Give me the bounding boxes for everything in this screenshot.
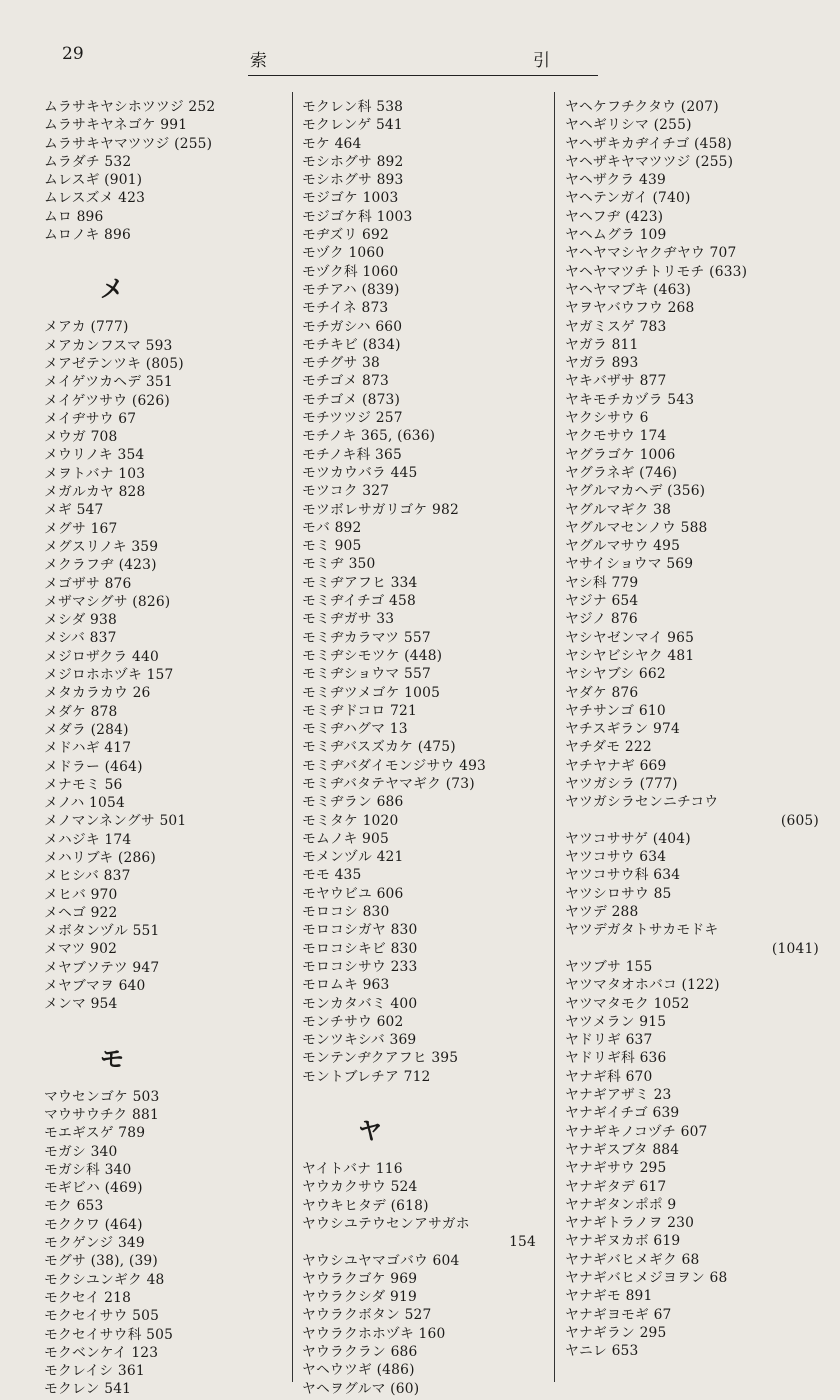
column-divider-1 <box>292 92 293 1382</box>
index-entry: メウガ 708 <box>44 429 118 446</box>
index-entry: ヤグラゴケ 1006 <box>565 446 676 463</box>
index-entry: モチガシハ 660 <box>302 318 403 335</box>
index-entry: モエギスゲ 789 <box>44 1125 146 1142</box>
index-entry: メアゼテンツキ (805) <box>44 355 184 372</box>
index-entry: ヤチダモ 222 <box>565 739 652 756</box>
index-entry: ヤドリギ 637 <box>565 1032 653 1049</box>
index-entry: メギ 547 <box>44 502 104 519</box>
section-spacer <box>44 244 289 260</box>
index-entry: ヤチヤナギ 669 <box>565 757 667 774</box>
header-title-right: 引 <box>533 51 550 71</box>
index-entry: ムラサキヤマツツジ (255) <box>44 135 213 152</box>
index-entry: ムロ 896 <box>44 208 104 225</box>
index-entry: モミヂドコロ 721 <box>302 702 417 719</box>
index-entry: モヂズリ 692 <box>302 227 389 244</box>
index-entry: ヤナギバヒメギク 68 <box>565 1251 700 1268</box>
index-entry: メイゲツサウ (626) <box>44 392 170 409</box>
index-entry: ヤウキヒタデ (618) <box>302 1197 429 1214</box>
index-entry: メアカンフスマ 593 <box>44 337 173 354</box>
index-entry: ヤナギサウ 295 <box>565 1160 667 1177</box>
index-entry: モバ 892 <box>302 519 362 536</box>
index-entry: ヤツマタオホバコ (122) <box>565 977 720 994</box>
index-entry: ヤナギヨモギ 67 <box>565 1306 672 1323</box>
index-entry: ヤシ科 779 <box>565 574 639 591</box>
index-entry: モクシユンギク 48 <box>44 1271 165 1288</box>
index-entry: ヤツコサウ科 634 <box>565 867 681 884</box>
index-entry: モツコク 327 <box>302 483 390 500</box>
index-entry: ヤシヤビシヤク 481 <box>565 647 695 664</box>
index-entry: メヤブマヲ 640 <box>44 978 146 995</box>
index-entry: メハリブキ (286) <box>44 849 156 866</box>
index-entry: ヤナギヌカボ 619 <box>565 1233 681 1250</box>
index-entry: モツカウバラ 445 <box>302 464 418 481</box>
index-entry: ヤヘザキヤマツツジ (255) <box>565 153 734 170</box>
index-entry-continuation: (1041) <box>771 940 819 957</box>
index-entry: モムノキ 905 <box>302 830 389 847</box>
index-entry: モクゲンジ 349 <box>44 1235 145 1252</box>
index-entry: ヤジノ 876 <box>565 611 638 628</box>
index-entry: ヤグラネギ (746) <box>565 464 678 481</box>
index-entry: ヤクモサウ 174 <box>565 428 667 445</box>
index-entry: モククワ (464) <box>44 1216 143 1233</box>
index-entry: モクレン 541 <box>44 1381 132 1398</box>
index-entry: モンチサウ 602 <box>302 1013 404 1030</box>
index-entry: モミヂラン 686 <box>302 794 404 811</box>
index-entry: メヘゴ 922 <box>44 904 118 921</box>
index-entry: ヤヘウツギ (486) <box>302 1362 415 1379</box>
index-entry: モジゴケ 1003 <box>302 190 399 207</box>
index-entry: ヤヘヤマツチトリモチ (633) <box>565 263 748 280</box>
index-entry: モク 653 <box>44 1198 104 1215</box>
index-entry: ヤジナ 654 <box>565 593 639 610</box>
index-entry: モミヂ 350 <box>302 556 376 573</box>
index-entry: メナモミ 56 <box>44 776 123 793</box>
index-entry: モチゴメ (873) <box>302 391 401 408</box>
index-entry: ヤウラクゴケ 969 <box>302 1270 418 1287</box>
index-entry: ヤヲヤバウフウ 268 <box>565 300 695 317</box>
index-entry: モギビハ (469) <box>44 1180 143 1197</box>
index-entry: モクレンゲ 541 <box>302 117 403 134</box>
index-entry: ヤウラクラン 686 <box>302 1344 418 1360</box>
index-entry: モチイネ 873 <box>302 300 389 317</box>
index-entry: モンカタバミ 400 <box>302 995 418 1012</box>
index-entry: ヤシヤゼンマイ 965 <box>565 629 695 646</box>
index-entry: モチツツジ 257 <box>302 410 403 427</box>
index-entry: モミヂバダイモンジサウ 493 <box>302 757 487 774</box>
index-entry: ヤキバザサ 877 <box>565 373 667 390</box>
index-entry: ヤナギアザミ 23 <box>565 1087 672 1104</box>
index-entry-continuation: (605) <box>780 812 819 829</box>
index-entry-continuation: 154 <box>509 1234 536 1251</box>
index-entry: ヤツガシラ (777) <box>565 775 678 792</box>
index-entry: ヤツコササゲ (404) <box>565 830 691 847</box>
index-entry: ヤヘケフチクタウ (207) <box>565 99 719 115</box>
index-entry: メシダ 938 <box>44 612 117 629</box>
index-entry: ヤヘムグラ 109 <box>565 227 667 244</box>
index-entry: モミヂイチゴ 458 <box>302 593 416 610</box>
index-entry: モチグサ 38 <box>302 355 380 372</box>
index-entry: モヤウビユ 606 <box>302 885 404 902</box>
section-heading: ヤ <box>358 1116 382 1146</box>
index-entry: モロムキ 963 <box>302 977 390 994</box>
index-entry: ムラサキヤシホツツジ 252 <box>44 99 216 115</box>
index-entry: ヤヘギリシマ (255) <box>565 117 692 134</box>
index-entry: モチゴメ 873 <box>302 373 389 390</box>
index-entry: モミヂカラマツ 557 <box>302 629 431 646</box>
index-entry: モガシ 340 <box>44 1143 118 1160</box>
index-entry: モントブレチア 712 <box>302 1068 431 1085</box>
index-entry: メヲトバナ 103 <box>44 465 146 482</box>
index-entry: モメンヅル 421 <box>302 849 404 866</box>
index-entry: メジロホホヅキ 157 <box>44 667 174 684</box>
index-entry: ヤウラクホホヅキ 160 <box>302 1325 446 1342</box>
index-entry: モグサ (38), (39) <box>44 1253 158 1270</box>
index-entry: ヤチスギラン 974 <box>565 721 680 738</box>
index-entry: メンマ 954 <box>44 996 118 1013</box>
index-entry: モチキビ (834) <box>302 336 401 353</box>
index-entry: モンツキシバ 369 <box>302 1032 417 1049</box>
index-entry: ヤツガシラセンニチコウ <box>565 794 719 811</box>
index-entry: メゴザサ 876 <box>44 575 132 592</box>
index-entry: ヤウシユテウセンアサガホ <box>302 1215 470 1232</box>
index-entry: メシバ 837 <box>44 630 117 647</box>
index-entry: メタカラカウ 26 <box>44 685 151 702</box>
index-entry: ヤナギラン 295 <box>565 1324 667 1341</box>
index-entry: モミヂバタテヤマギク (73) <box>302 775 475 792</box>
index-entry: モチノキ科 365 <box>302 446 402 463</box>
section-spacer <box>44 1014 289 1030</box>
index-entry: モミヂガサ 33 <box>302 611 395 628</box>
index-entry: ヤウシユヤマゴバウ 604 <box>302 1252 460 1269</box>
index-entry: ヤヘザキカヂイチゴ (458) <box>565 135 733 152</box>
index-entry: ヤヘヲグルマ (60) <box>302 1380 420 1397</box>
index-entry: ヤナギスブタ 884 <box>565 1141 680 1158</box>
index-entry: モケ 464 <box>302 135 362 152</box>
index-entry: メダラ (284) <box>44 721 129 738</box>
index-entry: ヤダケ 876 <box>565 684 639 701</box>
index-entry: モチノキ 365, (636) <box>302 428 436 445</box>
index-entry: ヤツデ 288 <box>565 904 639 921</box>
index-entry: メグサ 167 <box>44 520 118 537</box>
index-entry: モミヂショウマ 557 <box>302 666 431 683</box>
index-entry: メハジキ 174 <box>44 831 132 848</box>
index-entry: ヤヘテンガイ (740) <box>565 190 691 207</box>
index-column-2 <box>302 98 554 1398</box>
index-entry: モシホグサ 893 <box>302 172 404 189</box>
index-entry: ヤドリギ科 636 <box>565 1050 667 1067</box>
index-entry: メダケ 878 <box>44 703 118 720</box>
index-entry: ヤグルマサウ 495 <box>565 538 681 555</box>
index-entry: メイヂサウ 67 <box>44 410 137 427</box>
index-entry: モミヂバスズカケ (475) <box>302 739 456 756</box>
index-entry: メボタンヅル 551 <box>44 923 160 940</box>
index-entry: ヤナギタンポポ 9 <box>565 1196 677 1213</box>
index-entry: ヤガラ 811 <box>565 336 639 353</box>
index-entry: ヤガミスゲ 783 <box>565 318 667 335</box>
index-entry: モモ 435 <box>302 867 362 884</box>
index-entry: ヤウラクボタン 527 <box>302 1307 432 1324</box>
index-entry: ヤナギ科 670 <box>565 1068 653 1085</box>
index-entry: ヤツシロサウ 85 <box>565 885 672 902</box>
index-entry: モジゴケ科 1003 <box>302 208 413 225</box>
index-entry: ヤサイショウマ 569 <box>565 556 694 573</box>
index-entry: ヤナギイチゴ 639 <box>565 1105 680 1122</box>
index-entry: モチアハ (839) <box>302 281 400 298</box>
index-entry: メクラフヂ (423) <box>44 557 157 574</box>
section-spacer <box>302 1086 554 1102</box>
index-entry: ヤヘヤマシヤクヂヤウ 707 <box>565 245 737 262</box>
index-entry: ヤツブサ 155 <box>565 958 653 975</box>
index-entry: ヤチサンゴ 610 <box>565 702 666 719</box>
index-entry: モミヂツメゴケ 1005 <box>302 684 441 701</box>
index-entry: メヒバ 970 <box>44 886 118 903</box>
index-entry: ヤニレ 653 <box>565 1343 639 1360</box>
index-entry: メドラー (464) <box>44 758 143 775</box>
index-entry: メイゲツカヘデ 351 <box>44 374 173 391</box>
index-entry: ヤガラ 893 <box>565 355 639 372</box>
index-entry: ヤナギモ 891 <box>565 1288 653 1305</box>
index-entry: メウリノキ 354 <box>44 447 145 464</box>
index-entry: モツボレサガリゴケ 982 <box>302 501 459 518</box>
index-entry: メノハ 1054 <box>44 795 125 812</box>
index-entry: ムレスズメ 423 <box>44 190 146 207</box>
index-entry: モロコシキビ 830 <box>302 940 418 957</box>
index-entry: モミヂアフヒ 334 <box>302 574 418 591</box>
index-entry: ヤグルマギク 38 <box>565 501 672 518</box>
index-entry: モクレン科 538 <box>302 99 404 115</box>
index-entry: モロコシガヤ 830 <box>302 922 418 939</box>
index-entry: モクセイ 218 <box>44 1289 132 1306</box>
index-entry: メグスリノキ 359 <box>44 538 159 555</box>
section-heading: モ <box>100 1043 124 1073</box>
index-entry: ムラサキヤネゴケ 991 <box>44 117 188 134</box>
index-entry: ヤグルマセンノウ 588 <box>565 519 708 536</box>
index-entry: モヅク 1060 <box>302 245 385 262</box>
index-entry: メノマンネングサ 501 <box>44 813 187 830</box>
index-entry: マウサウチク 881 <box>44 1106 159 1123</box>
index-entry: ヤヘフヂ (423) <box>565 208 664 225</box>
index-entry: メジロザクラ 440 <box>44 648 159 665</box>
index-entry: モミヂハグマ 13 <box>302 721 408 738</box>
index-entry: ヤヘザクラ 439 <box>565 172 666 189</box>
index-entry: ヤイトバナ 116 <box>302 1161 403 1178</box>
index-entry: ムレスギ (901) <box>44 172 143 189</box>
index-entry: ヤツデガタトサカモドキ <box>565 922 719 939</box>
index-entry: メガルカヤ 828 <box>44 484 146 501</box>
index-entry: メザマシグサ (826) <box>44 593 171 610</box>
page-number: 29 <box>62 44 84 64</box>
index-entry: モロコシ 830 <box>302 904 390 921</box>
index-entry: メマツ 902 <box>44 941 118 958</box>
index-entry: ヤナギキノコヅチ 607 <box>565 1123 708 1140</box>
index-entry: ヤヘヤマブキ (463) <box>565 281 692 298</box>
index-entry: ヤツコサウ 634 <box>565 849 667 866</box>
index-entry: モクレイシ 361 <box>44 1363 145 1380</box>
index-entry: メヒシバ 837 <box>44 868 131 885</box>
index-entry: メアカ (777) <box>44 319 129 336</box>
index-entry: ヤツマタモク 1052 <box>565 995 690 1012</box>
index-entry: ヤクシサウ 6 <box>565 410 649 427</box>
index-entry: モクセイサウ科 505 <box>44 1326 174 1343</box>
index-entry: ヤナギトラノヲ 230 <box>565 1215 695 1232</box>
index-entry: メドハギ 417 <box>44 740 132 757</box>
index-entry: ヤツメラン 915 <box>565 1013 667 1030</box>
index-entry: ヤシヤブシ 662 <box>565 666 666 683</box>
header-rule <box>248 75 598 76</box>
header-title-left: 索 <box>250 51 267 71</box>
column-divider-2 <box>554 92 555 1382</box>
index-entry: モヅク科 1060 <box>302 263 399 280</box>
index-entry: ヤキモチカヅラ 543 <box>565 391 695 408</box>
index-entry: モクベンケイ 123 <box>44 1344 159 1361</box>
index-entry: ムラダチ 532 <box>44 153 132 170</box>
index-entry: モガシ科 340 <box>44 1161 132 1178</box>
index-entry: ヤウカクサウ 524 <box>302 1179 418 1196</box>
index-entry: モクセイサウ 505 <box>44 1308 160 1325</box>
index-entry: ヤグルマカヘデ (356) <box>565 483 706 500</box>
index-entry: モシホグサ 892 <box>302 153 404 170</box>
index-entry: モミヂシモツケ (448) <box>302 647 443 664</box>
index-column-1 <box>44 98 289 1399</box>
index-entry: モロコシサウ 233 <box>302 958 418 975</box>
index-entry: ヤナギバヒメジヨヲン 68 <box>565 1270 728 1286</box>
index-entry: モミタケ 1020 <box>302 812 399 829</box>
index-entry: マウセンゴケ 503 <box>44 1088 160 1105</box>
index-entry: ヤウラクシダ 919 <box>302 1289 417 1306</box>
index-entry: ムロノキ 896 <box>44 227 131 244</box>
index-entry: モンテンヂクアフヒ 395 <box>302 1050 459 1067</box>
index-header-title <box>250 46 550 71</box>
index-entry: ヤナギタデ 617 <box>565 1178 667 1195</box>
index-column-3 <box>565 98 837 1360</box>
index-entry: メヤブソテツ 947 <box>44 959 160 976</box>
index-entry: モミ 905 <box>302 538 362 555</box>
section-heading: メ <box>100 274 124 304</box>
